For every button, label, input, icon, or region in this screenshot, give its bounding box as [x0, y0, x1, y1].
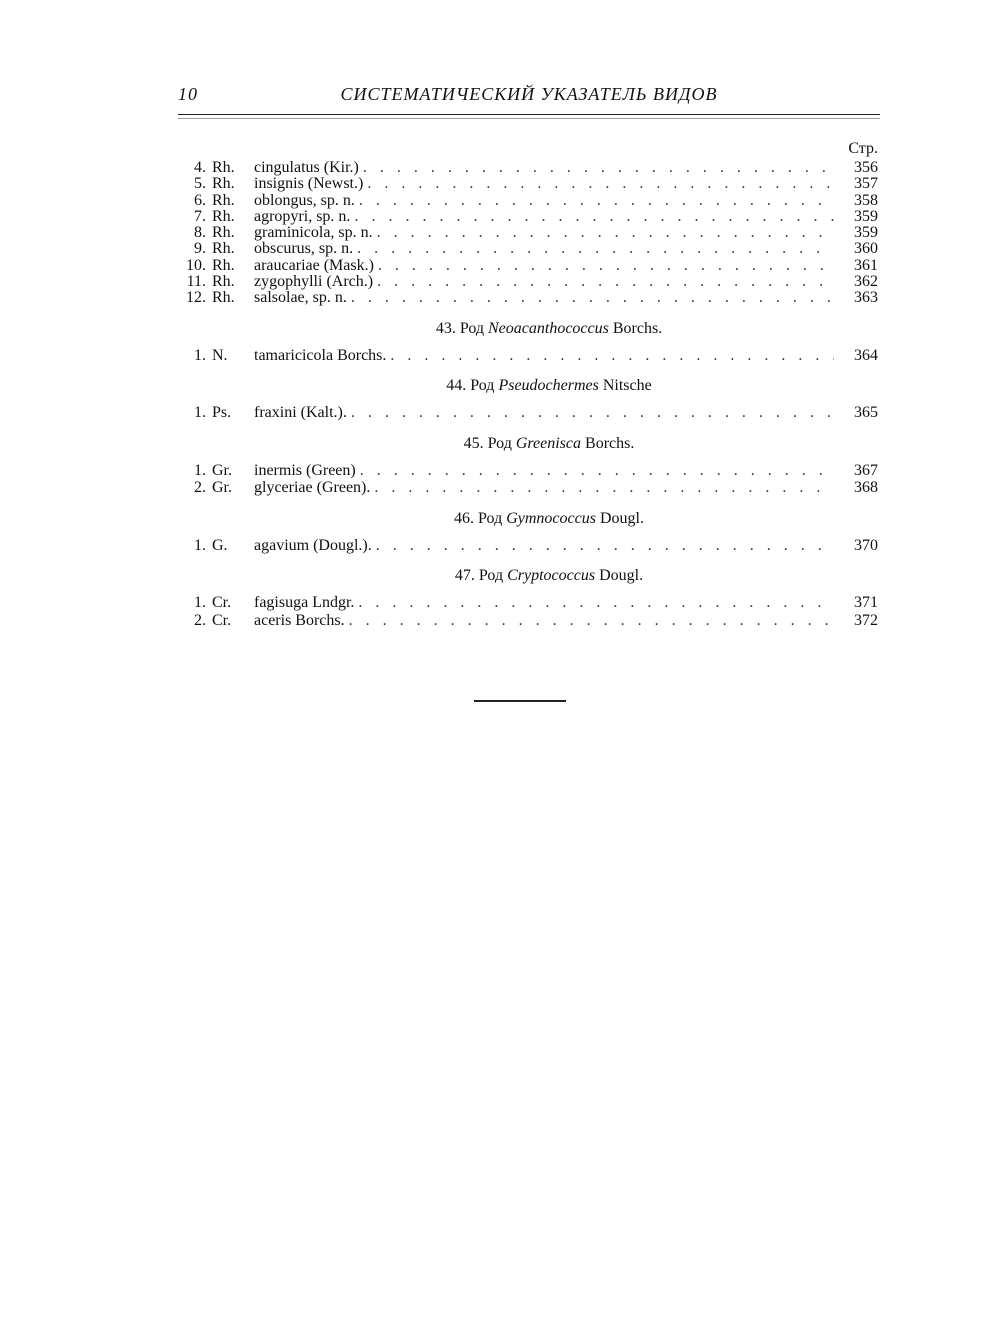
entry-number: 1. [194, 404, 206, 422]
index-entry [180, 404, 878, 422]
page-title: СИСТЕМАТИЧЕСКИЙ УКАЗАТЕЛЬ ВИДОВ [340, 84, 718, 104]
genus-name: Pseudochermes [498, 377, 599, 395]
page-reference: 359 [854, 224, 878, 242]
entry-number: 1. [194, 536, 206, 554]
dot-leader [360, 462, 834, 480]
end-rule [474, 700, 566, 702]
genus-name: Gymnococcus [506, 509, 596, 527]
genus-name: Neoacanthococcus [488, 319, 609, 337]
index-entry [180, 347, 878, 365]
genus-author: Nitsche [602, 377, 652, 395]
dot-leader [367, 176, 834, 192]
header-rule-thin [178, 118, 880, 119]
dot-leader [376, 537, 834, 555]
index-entry [180, 241, 878, 257]
genus-prefix: 46. Род [454, 509, 503, 527]
species-name: graminicola, sp. n. [254, 224, 373, 242]
entry-group-rhizoecus [180, 160, 878, 307]
index-entry [180, 612, 878, 630]
genus-abbreviation: Rh. [212, 256, 235, 274]
page-reference: 358 [854, 191, 878, 209]
page-column-label: Стр. [848, 140, 878, 157]
page-reference: 356 [854, 159, 878, 176]
header-rule [178, 114, 880, 115]
entry-number: 10. [186, 256, 206, 274]
entry-number: 1. [194, 461, 206, 479]
genus-abbreviation: Rh. [212, 207, 235, 225]
dot-leader [351, 290, 834, 306]
genus-author: Borchs. [585, 434, 635, 452]
index-entry [180, 193, 878, 209]
index-content [180, 138, 878, 629]
index-entry [180, 479, 878, 497]
genus-name: Greenisca [515, 434, 582, 452]
dot-leader [390, 347, 834, 365]
genus-abbreviation: Rh. [212, 191, 235, 209]
page-number: 10 [178, 84, 198, 104]
genus-abbreviation: G. [212, 536, 228, 554]
entry-number: 4. [194, 159, 206, 176]
species-name: oblongus, sp. n. [254, 191, 355, 209]
dot-leader [351, 404, 834, 422]
index-entry [180, 290, 878, 306]
entry-number: 1. [194, 594, 206, 612]
entry-number: 2. [194, 479, 206, 497]
genus-heading [180, 376, 878, 396]
species-name: agavium (Dougl.). [254, 536, 372, 554]
genus-abbreviation: Rh. [212, 224, 235, 242]
genus-heading [180, 509, 878, 529]
index-entry [180, 258, 878, 274]
species-name: insignis (Newst.) [254, 175, 364, 193]
dot-leader [378, 258, 834, 274]
page-reference: 365 [854, 404, 878, 422]
index-entry [180, 462, 878, 480]
dot-leader [358, 594, 834, 612]
dot-leader [354, 209, 834, 225]
genus-heading [180, 319, 878, 339]
dot-leader [359, 193, 834, 209]
species-name: tamaricicola Borchs. [254, 346, 387, 364]
genus-author: Dougl. [599, 567, 644, 585]
species-name: cingulatus (Kir.) [254, 159, 359, 176]
genus-abbreviation: Gr. [212, 479, 232, 497]
page-reference: 361 [854, 256, 878, 274]
entry-number: 1. [194, 346, 206, 364]
species-name: fagisuga Lndgr. [254, 594, 355, 612]
page-reference: 363 [854, 289, 878, 307]
dot-leader [349, 612, 834, 630]
entry-number: 5. [194, 175, 206, 193]
dot-leader [363, 160, 834, 176]
genus-heading [180, 566, 878, 586]
dot-leader [357, 241, 834, 257]
page-reference: 371 [854, 594, 878, 612]
entry-number: 9. [194, 240, 206, 258]
species-name: inermis (Green) [254, 461, 356, 479]
species-name: obscurus, sp. n. [254, 240, 354, 258]
genus-prefix: 43. Род [435, 319, 484, 337]
index-entry [180, 225, 878, 241]
dot-leader [377, 274, 834, 290]
index-entry [180, 274, 878, 290]
species-name: agropyri, sp. n. [254, 207, 351, 225]
page-reference: 372 [854, 611, 878, 629]
entry-number: 6. [194, 191, 206, 209]
page-reference: 360 [854, 240, 878, 258]
genus-abbreviation: Rh. [212, 273, 235, 291]
genus-abbreviation: Cr. [212, 611, 232, 629]
entry-number: 12. [186, 289, 206, 307]
species-name: salsolae, sp. n. [254, 289, 347, 307]
page-reference: 362 [854, 273, 878, 291]
species-name: zygophylli (Arch.) [254, 273, 374, 291]
genus-abbreviation: N. [212, 346, 228, 364]
index-entry [180, 176, 878, 192]
genus-author: Borchs. [612, 319, 663, 337]
page-reference: 370 [854, 536, 878, 554]
species-name: fraxini (Kalt.). [254, 404, 347, 422]
index-entry [180, 537, 878, 555]
genus-name: Cryptococcus [507, 567, 596, 585]
genus-sections [180, 319, 878, 630]
genus-prefix: 47. Род [454, 567, 504, 585]
index-entry [180, 594, 878, 612]
entry-number: 11. [186, 273, 206, 291]
genus-abbreviation: Cr. [212, 594, 232, 612]
genus-abbreviation: Rh. [212, 175, 235, 193]
dot-leader [374, 479, 834, 497]
entry-number: 7. [194, 207, 206, 225]
entry-number: 2. [194, 611, 206, 629]
running-header [178, 84, 880, 114]
page-reference: 367 [854, 461, 878, 479]
species-name: aceris Borchs. [254, 611, 345, 629]
genus-author: Dougl. [599, 509, 644, 527]
page-reference: 364 [854, 346, 878, 364]
genus-heading [180, 434, 878, 454]
page-reference: 368 [854, 479, 878, 497]
genus-abbreviation: Ps. [212, 404, 232, 422]
genus-prefix: 45. Род [463, 434, 512, 452]
genus-abbreviation: Rh. [212, 240, 235, 258]
genus-prefix: 44. Род [446, 377, 495, 395]
dot-leader [377, 225, 834, 241]
index-entry [180, 209, 878, 225]
species-name: araucariae (Mask.) [254, 256, 374, 274]
index-entry [180, 160, 878, 176]
entry-number: 8. [194, 224, 206, 242]
species-name: glyceriae (Green). [254, 479, 371, 497]
genus-abbreviation: Rh. [212, 289, 235, 307]
genus-abbreviation: Rh. [212, 159, 235, 176]
page-reference: 357 [854, 175, 878, 193]
genus-abbreviation: Gr. [212, 461, 232, 479]
page-reference: 359 [854, 207, 878, 225]
